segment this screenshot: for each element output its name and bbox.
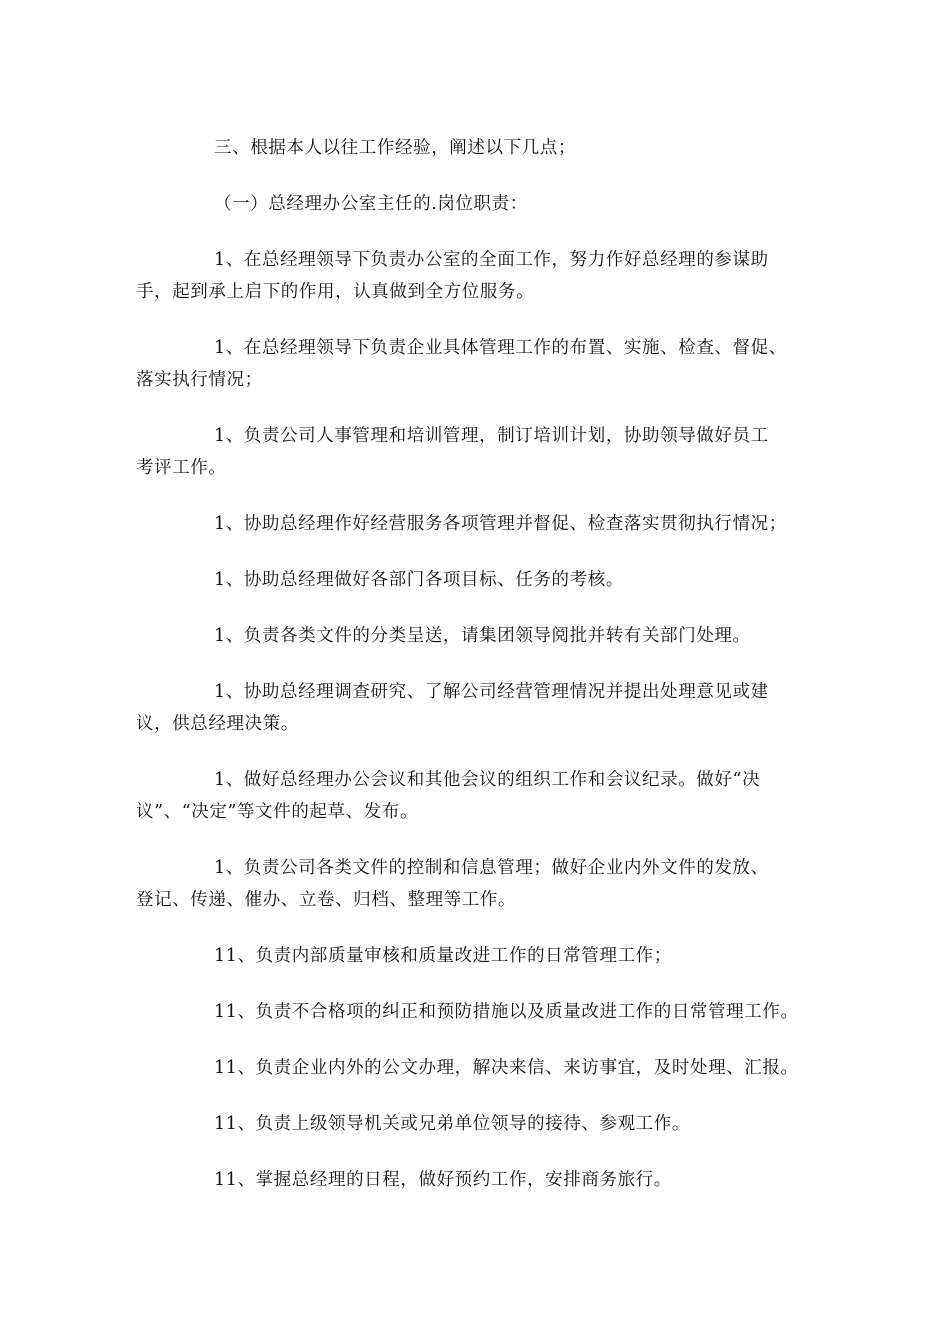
- paragraph-line-continuation: 落实执行情况；: [136, 370, 263, 390]
- paragraph-line-first: 1、在总经理领导下负责企业具体管理工作的布置、实施、检查、督促、: [214, 338, 787, 358]
- section-heading: 三、根据本人以往工作经验，阐述以下几点；: [214, 138, 576, 158]
- paragraph-line-first: 1、做好总经理办公会议和其他会议的组织工作和会议纪录。做好“决: [214, 770, 761, 790]
- paragraph-line-continuation: 考评工作。: [136, 458, 227, 478]
- paragraph-line-first: 11、负责内部质量审核和质量改进工作的日常管理工作；: [214, 946, 672, 966]
- paragraph-line-continuation: 登记、传递、催办、立卷、归档、整理等工作。: [136, 890, 517, 910]
- paragraph-line-first: 1、在总经理领导下负责办公室的全面工作，努力作好总经理的参谋助: [214, 250, 769, 270]
- subsection-heading: （一）总经理办公室主任的.岗位职责：: [214, 194, 528, 214]
- paragraph-line-first: 11、负责上级领导机关或兄弟单位领导的接待、参观工作。: [214, 1114, 690, 1134]
- paragraph-line-continuation: 议”、“决定”等文件的起草、发布。: [136, 802, 419, 822]
- paragraph-line-continuation: 手，起到承上启下的作用，认真做到全方位服务。: [136, 282, 535, 302]
- paragraph-line-first: 11、负责不合格项的纠正和预防措施以及质量改进工作的日常管理工作。: [214, 1002, 799, 1022]
- paragraph-line-first: 1、协助总经理做好各部门各项目标、任务的考核。: [214, 570, 624, 590]
- paragraph-line-first: 1、负责公司各类文件的控制和信息管理；做好企业内外文件的发放、: [214, 858, 769, 878]
- paragraph-line-continuation: 议，供总经理决策。: [136, 714, 299, 734]
- paragraph-line-first: 1、负责公司人事管理和培训管理，制订培训计划，协助领导做好员工: [214, 426, 769, 446]
- paragraph-line-first: 1、协助总经理调查研究、了解公司经营管理情况并提出处理意见或建: [214, 682, 769, 702]
- paragraph-line-first: 1、协助总经理作好经营服务各项管理并督促、检查落实贯彻执行情况；: [214, 514, 787, 534]
- paragraph-line-first: 11、负责企业内外的公文办理，解决来信、来访事宜，及时处理、汇报。: [214, 1058, 799, 1078]
- paragraph-line-first: 1、负责各类文件的分类呈送，请集团领导阅批并转有关部门处理。: [214, 626, 751, 646]
- paragraph-line-first: 11、掌握总经理的日程，做好预约工作，安排商务旅行。: [214, 1170, 672, 1190]
